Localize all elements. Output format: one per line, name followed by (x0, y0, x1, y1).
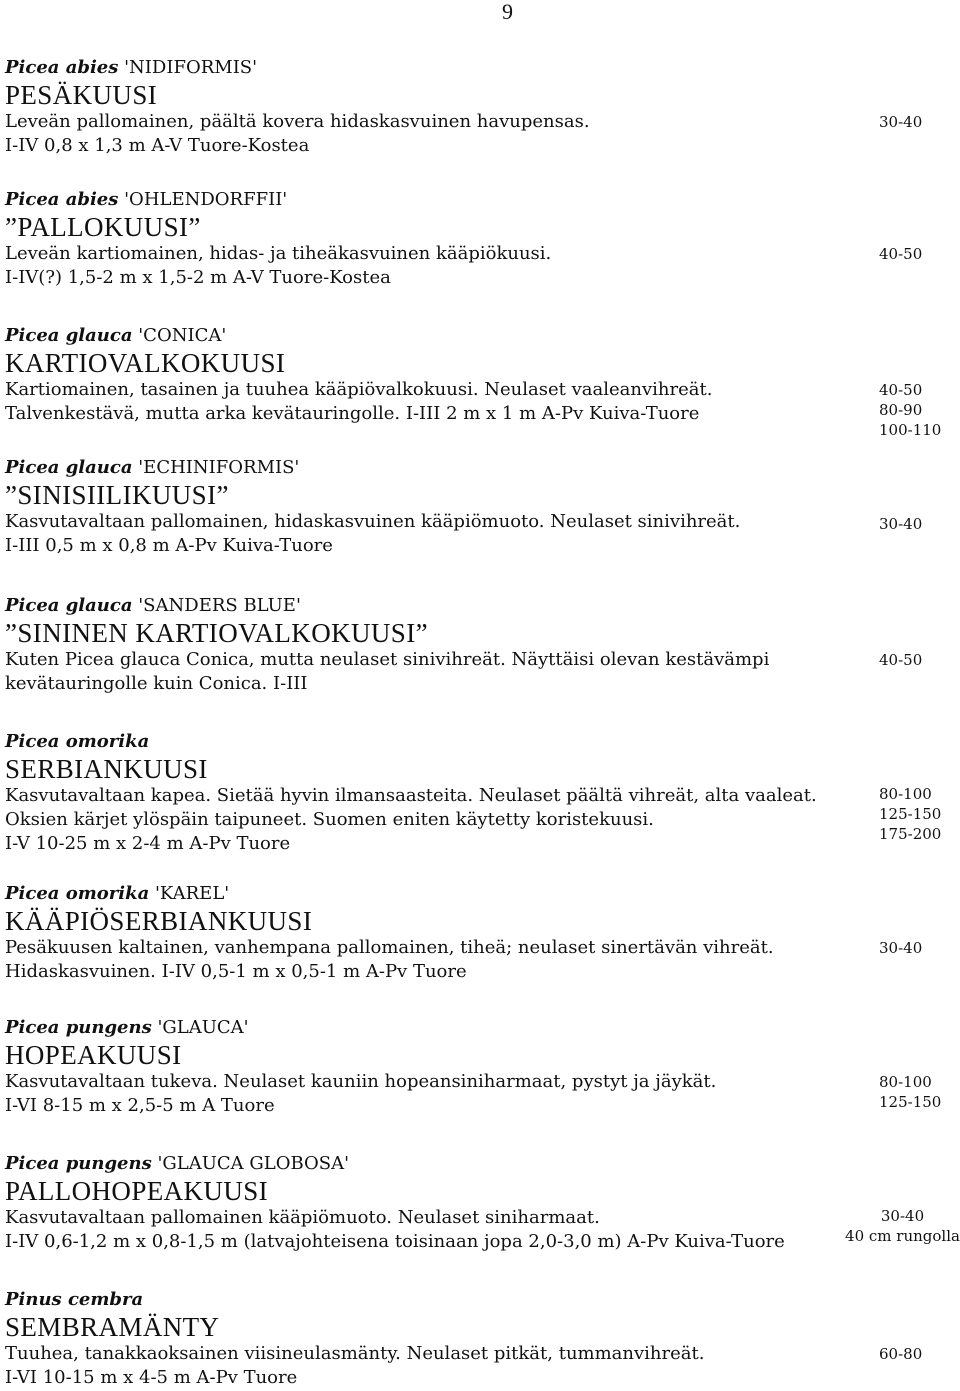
cultivar-name: 'OHLENDORFFII' (118, 189, 288, 210)
common-name: HOPEAKUUSI (5, 1040, 182, 1070)
size-value: 40 cm rungolla (845, 1227, 960, 1245)
description-line: kevätauringolle kuin Conica. I-III (5, 673, 308, 694)
size-column (879, 380, 941, 440)
description (5, 242, 835, 290)
genus-name: Picea abies (5, 57, 119, 78)
cultivar-name: 'GLAUCA GLOBOSA' (151, 1153, 350, 1174)
size-column (879, 938, 922, 958)
size-column (879, 784, 941, 844)
plant-entry-picea-omorika-karel (5, 882, 960, 984)
plant-entry-picea-omorika (5, 730, 960, 856)
description-line: Leveän pallomainen, päältä kovera hidaskasvuinen havupensas. (5, 111, 590, 132)
genus-name: Picea glauca (5, 595, 133, 616)
description-line: Kartiomainen, tasainen ja tuuhea kääpiövalkokuusi. Neulaset vaaleanvihreät. (5, 379, 713, 400)
size-value: 125-150 (879, 1093, 942, 1111)
latin-name (5, 730, 960, 754)
description-line: Kasvutavaltaan pallomainen, hidaskasvuinen kääpiömuoto. Neulaset sinivihreät. (5, 511, 741, 532)
common-name: KÄÄPIÖSERBIANKUUSI (5, 906, 313, 936)
common-name: ”PALLOKUUSI” (5, 212, 201, 242)
latin-name (5, 1152, 960, 1176)
size-column (879, 650, 922, 670)
page-number: 9 (502, 0, 513, 24)
description (5, 648, 835, 696)
description-line: Pesäkuusen kaltainen, vanhempana pallomainen, tiheä; neulaset sinertävän vihreät. (5, 937, 774, 958)
description-line: I-V 10-25 m x 2-4 m A-Pv Tuore (5, 833, 291, 854)
description-line: I-III 0,5 m x 0,8 m A-Pv Kuiva-Tuore (5, 535, 333, 556)
description-line: Kasvutavaltaan pallomainen kääpiömuoto. Neulaset siniharmaat. (5, 1207, 600, 1228)
latin-name (5, 456, 960, 480)
size-column (879, 244, 922, 264)
description (5, 784, 835, 856)
latin-name (5, 324, 960, 348)
size-value: 30-40 (879, 515, 923, 533)
description (5, 110, 835, 158)
description-line: Kasvutavaltaan kapea. Sietää hyvin ilmansaasteita. Neulaset päältä vihreät, alta vaaleat. (5, 785, 817, 806)
size-value: 100-110 (879, 421, 942, 439)
size-value: 30-40 (880, 1207, 925, 1225)
plant-entry-picea-pungens-glauca (5, 1016, 960, 1118)
cultivar-name: 'SANDERS BLUE' (132, 595, 301, 616)
plant-entry-picea-abies-ohlendorffii (5, 188, 960, 290)
size-value: 125-150 (879, 805, 942, 823)
plant-entry-picea-abies-nidiformis (5, 56, 960, 158)
description-line: I-VI 8-15 m x 2,5-5 m A Tuore (5, 1095, 275, 1116)
latin-name (5, 594, 960, 618)
description (5, 378, 835, 426)
plant-entry-picea-glauca-conica (5, 324, 960, 439)
size-column (845, 1206, 960, 1246)
size-column (879, 1344, 922, 1364)
common-name: ”SINISIILIKUUSI” (5, 480, 229, 510)
genus-name: Picea pungens (5, 1153, 152, 1174)
description-line: Leveän kartiomainen, hidas- ja tiheäkasvuinen kääpiökuusi. (5, 243, 552, 264)
genus-name: Picea omorika (5, 883, 150, 904)
size-value: 175-200 (879, 825, 942, 843)
common-name: PESÄKUUSI (5, 80, 158, 110)
size-value: 30-40 (879, 113, 923, 131)
description-line: I-IV 0,8 x 1,3 m A-V Tuore-Kostea (5, 135, 310, 156)
size-value: 60-80 (879, 1345, 923, 1363)
genus-name: Picea glauca (5, 325, 133, 346)
latin-name (5, 882, 960, 906)
size-column (879, 514, 922, 534)
cultivar-name: 'KAREL' (149, 883, 230, 904)
cultivar-name: 'NIDIFORMIS' (118, 57, 258, 78)
plant-entry-picea-pungens-glauca-globosa (5, 1152, 960, 1254)
size-column (879, 112, 922, 132)
size-value: 30-40 (879, 939, 923, 957)
description-line: Kasvutavaltaan tukeva. Neulaset kauniin hopeansiniharmaat, pystyt ja jäykät. (5, 1071, 717, 1092)
description (5, 1070, 835, 1118)
description-line: Tuuhea, tanakkaoksainen viisineulasmänty. Neulaset pitkät, tummanvihreät. (5, 1343, 705, 1364)
size-value: 40-50 (879, 651, 923, 669)
description-line: I-IV 0,6-1,2 m x 0,8-1,5 m (latvajohteisena toisinaan jopa 2,0-3,0 m) A-Pv Kuiva-Tuore (5, 1231, 785, 1252)
cultivar-name: 'CONICA' (132, 325, 227, 346)
genus-name: Picea omorika (5, 731, 150, 752)
latin-name (5, 188, 960, 212)
size-value: 40-50 (879, 245, 923, 263)
description-line: I-VI 10-15 m x 4-5 m A-Pv Tuore (5, 1367, 298, 1388)
size-value: 80-90 (879, 401, 923, 419)
common-name: KARTIOVALKOKUUSI (5, 348, 286, 378)
description (5, 510, 835, 558)
description-line: Hidaskasvuinen. I-IV 0,5-1 m x 0,5-1 m A-Pv Tuore (5, 961, 467, 982)
latin-name (5, 56, 960, 80)
description (5, 936, 835, 984)
size-value: 80-100 (879, 785, 932, 803)
size-value: 80-100 (879, 1073, 932, 1091)
genus-name: Pinus cembra (5, 1289, 144, 1310)
common-name: ”SININEN KARTIOVALKOKUUSI” (5, 618, 428, 648)
plant-entry-picea-glauca-sanders-blue (5, 594, 960, 696)
description (5, 1206, 835, 1254)
plant-entry-pinus-cembra (5, 1288, 960, 1390)
description-line: I-IV(?) 1,5-2 m x 1,5-2 m A-V Tuore-Kostea (5, 267, 391, 288)
common-name: SEMBRAMÄNTY (5, 1312, 220, 1342)
description (5, 1342, 835, 1390)
latin-name (5, 1016, 960, 1040)
cultivar-name: 'GLAUCA' (151, 1017, 249, 1038)
plant-entry-picea-glauca-echiniformis (5, 456, 960, 558)
genus-name: Picea abies (5, 189, 119, 210)
latin-name (5, 1288, 960, 1312)
description-line: Kuten Picea glauca Conica, mutta neulaset sinivihreät. Näyttäisi olevan kestävämpi (5, 649, 770, 670)
common-name: SERBIANKUUSI (5, 754, 208, 784)
genus-name: Picea glauca (5, 457, 133, 478)
cultivar-name: 'ECHINIFORMIS' (132, 457, 300, 478)
size-column (879, 1072, 941, 1112)
size-value: 40-50 (879, 381, 923, 399)
common-name: PALLOHOPEAKUUSI (5, 1176, 269, 1206)
genus-name: Picea pungens (5, 1017, 152, 1038)
description-line: Oksien kärjet ylöspäin taipuneet. Suomen eniten käytetty koristekuusi. (5, 809, 654, 830)
description-line: Talvenkestävä, mutta arka kevätauringolle. I-III 2 m x 1 m A-Pv Kuiva-Tuore (5, 403, 700, 424)
